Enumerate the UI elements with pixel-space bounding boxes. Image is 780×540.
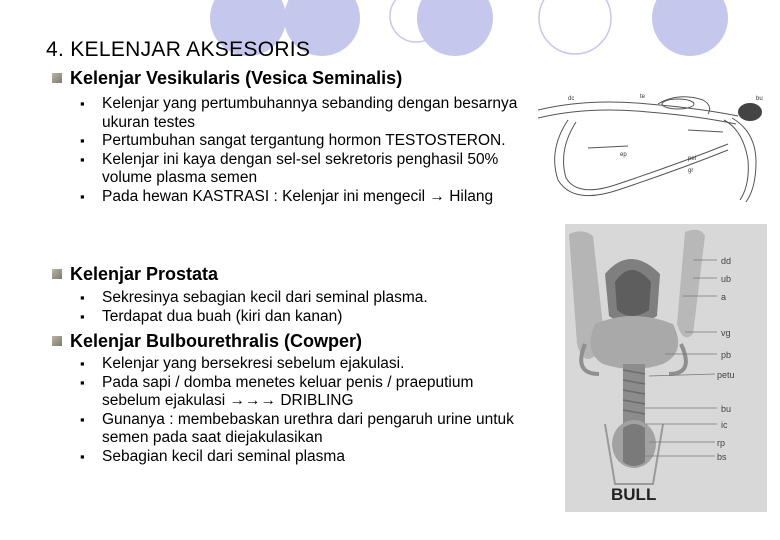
list-item: ▪ Pertumbuhan sangat tergantung hormon TESTOSTERON. xyxy=(74,132,522,151)
section-heading-prostata xyxy=(52,264,218,285)
section-heading-text: Kelenjar Vesikularis (Vesica Seminalis) xyxy=(70,68,403,88)
vesikularis-list xyxy=(74,95,522,206)
decorative-circle xyxy=(417,0,493,56)
list-item: ▪ Terdapat dua buah (kiri dan kanan) xyxy=(74,308,544,327)
figure-label: te xyxy=(640,94,646,100)
list-item: ▪ Kelenjar yang bersekresi sebelum ejakulasi. xyxy=(74,355,514,374)
figure-caption: BULL xyxy=(611,485,657,504)
figure-label: ic xyxy=(721,420,728,430)
figure-label: a xyxy=(721,292,727,302)
list-item: ▪ Sebagian kecil dari seminal plasma xyxy=(74,448,514,467)
figure-label: petu xyxy=(717,370,735,380)
bullet-icon xyxy=(52,269,62,279)
list-item: ▪ Kelenjar ini kaya dengan sel-sel sekretoris penghasil 50% volume plasma semen xyxy=(74,151,522,188)
figure-label: rp xyxy=(717,438,726,448)
figure-label: ep xyxy=(620,152,627,158)
figure-label: bu xyxy=(756,96,763,102)
slide-title: 4. KELENJAR AKSESORIS xyxy=(46,38,311,61)
list-item: ▪ Gunanya : membebaskan urethra dari pengaruh urine untuk semen pada saat diejakulasikan xyxy=(74,411,514,448)
reproductive-tract-illustration xyxy=(528,90,768,215)
figure-label: vg xyxy=(721,328,731,338)
bullet-icon xyxy=(52,336,62,346)
figure-label: ub xyxy=(721,274,732,284)
figure-label: dc xyxy=(568,96,575,102)
figure-label: bu xyxy=(721,404,732,414)
figure-label: bs xyxy=(717,452,727,462)
section-heading-text: Kelenjar Bulbourethralis (Cowper) xyxy=(70,331,363,351)
list-item: ▪ Kelenjar yang pertumbuhannya sebanding dengan besarnya ukuran testes xyxy=(74,95,522,132)
section-heading-text: Kelenjar Prostata xyxy=(70,264,219,284)
section-heading-vesikularis xyxy=(52,68,402,89)
figure-label: pb xyxy=(721,350,732,360)
decorative-circle xyxy=(652,0,728,56)
bulbourethralis-list xyxy=(74,355,514,466)
section-heading-bulbourethralis xyxy=(52,331,362,352)
prostata-list xyxy=(74,289,544,326)
list-item: ▪ Sekresinya sebagian kecil dari seminal plasma. xyxy=(74,289,544,308)
figure-label: dd xyxy=(721,256,732,266)
figure-label: gr xyxy=(688,168,694,174)
figure-label: pel xyxy=(688,156,697,162)
list-item: ▪ Pada hewan KASTRASI : Kelenjar ini mengecil → Hilang xyxy=(74,188,522,207)
decorative-circle xyxy=(539,0,611,54)
bull-accessory-glands-illustration xyxy=(565,224,767,512)
list-item: ▪ Pada sapi / domba menetes keluar penis / praeputium sebelum ejakulasi →→→ DRIBLING xyxy=(74,374,514,411)
bullet-icon xyxy=(52,73,62,83)
